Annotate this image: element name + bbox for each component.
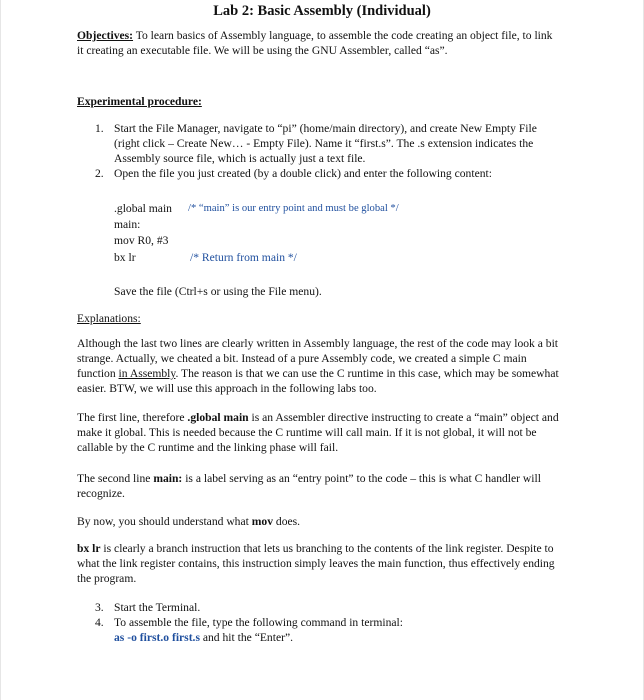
step-number: 1. bbox=[95, 122, 104, 135]
paragraph-text: The second line bbox=[77, 472, 154, 485]
code-comment: /* Return from main */ bbox=[190, 250, 297, 264]
procedure-heading: Experimental procedure: bbox=[77, 95, 202, 108]
step-text: To assemble the file, type the following command in terminal: bbox=[114, 616, 403, 629]
paragraph-text: . The reason is that we can use the C runtime in this case, which may be somewhat easier. BTW, we will use this approach in the following labs too. bbox=[77, 367, 559, 395]
step-number: 2. bbox=[95, 167, 104, 180]
page-title: Lab 2: Basic Assembly (Individual) bbox=[213, 3, 431, 19]
objectives-text: To learn basics of Assembly language, to assemble the code creating an object file, to link it creating an executable file. We will be using the GNU Assembler, called “as”. bbox=[77, 29, 553, 57]
step-text: Start the File Manager, navigate to “pi” (home/main directory), and create New Empty File (right click – Create New… - Empty File). Name it “first.s”. The .s extension indicates the Assembly source file, which is actually just a text file. bbox=[114, 122, 537, 165]
step-number: 3. bbox=[95, 601, 104, 614]
in-assembly-text: in Assembly bbox=[118, 367, 176, 380]
code-line bbox=[114, 217, 444, 233]
save-instruction: Save the file (Ctrl+s or using the File menu). bbox=[114, 285, 322, 298]
explanation-paragraph bbox=[77, 471, 559, 501]
keyword-text: mov bbox=[251, 515, 274, 528]
keyword-text: bx lr bbox=[77, 542, 101, 555]
objectives-paragraph bbox=[77, 28, 557, 58]
procedure-step bbox=[77, 121, 557, 166]
step-text: Open the file you just created (by a double click) and enter the following content: bbox=[114, 167, 492, 180]
code-line bbox=[114, 250, 444, 266]
keyword-text: main: bbox=[153, 472, 183, 485]
code-line bbox=[114, 201, 444, 217]
procedure-steps-list bbox=[77, 121, 557, 181]
paragraph-text: is an Assembler directive instructing to create a “main” object and make it global. This is needed because the C runtime will call main. If it is not global, it will not be callable by the C runtime and the linking phase will fail. bbox=[77, 411, 559, 454]
keyword-text: .global main bbox=[187, 411, 249, 424]
code-text: mov R0, #3 bbox=[114, 234, 169, 248]
code-listing bbox=[114, 201, 444, 266]
step-number: 4. bbox=[95, 616, 104, 629]
code-line bbox=[114, 233, 444, 249]
procedure-step bbox=[77, 615, 557, 645]
code-comment: /* “main” is our entry point and must be global */ bbox=[188, 203, 399, 214]
paragraph-text: is a label serving as an “entry point” to the code – this is what C handler will recognize. bbox=[77, 472, 541, 500]
terminal-command: as -o first.o first.s bbox=[114, 631, 200, 644]
paragraph-text: does. bbox=[273, 515, 301, 528]
procedure-steps-list bbox=[77, 600, 557, 645]
explanations-heading: Explanations: bbox=[77, 312, 141, 325]
paragraph-text: Although the last two lines are clearly written in Assembly language, the rest of the code may look a bit strange. Actually, we cheated a bit. Instead of a pure Assembly code, we created a simple C main function bbox=[77, 337, 559, 380]
procedure-step bbox=[77, 600, 557, 615]
objectives-label: Objectives: bbox=[77, 29, 134, 42]
code-text: .global main bbox=[114, 202, 172, 215]
code-text: bx lr bbox=[114, 250, 136, 264]
paragraph-text: By now, you should understand what bbox=[77, 515, 252, 528]
paragraph-text: The first line, therefore bbox=[77, 411, 188, 424]
explanation-paragraph bbox=[77, 336, 559, 396]
explanation-paragraph bbox=[77, 410, 559, 455]
paragraph-text: is clearly a branch instruction that lets us branching to the contents of the link register. Despite to what the link register contains, this instruction simply leaves the main function, thus effectively ending the program. bbox=[77, 542, 555, 585]
code-text: main: bbox=[114, 218, 141, 232]
step-text: and hit the “Enter”. bbox=[199, 631, 294, 644]
procedure-step bbox=[77, 166, 557, 181]
explanation-paragraph bbox=[77, 514, 559, 529]
step-text: Start the Terminal. bbox=[114, 601, 201, 614]
explanation-paragraph bbox=[77, 541, 559, 586]
